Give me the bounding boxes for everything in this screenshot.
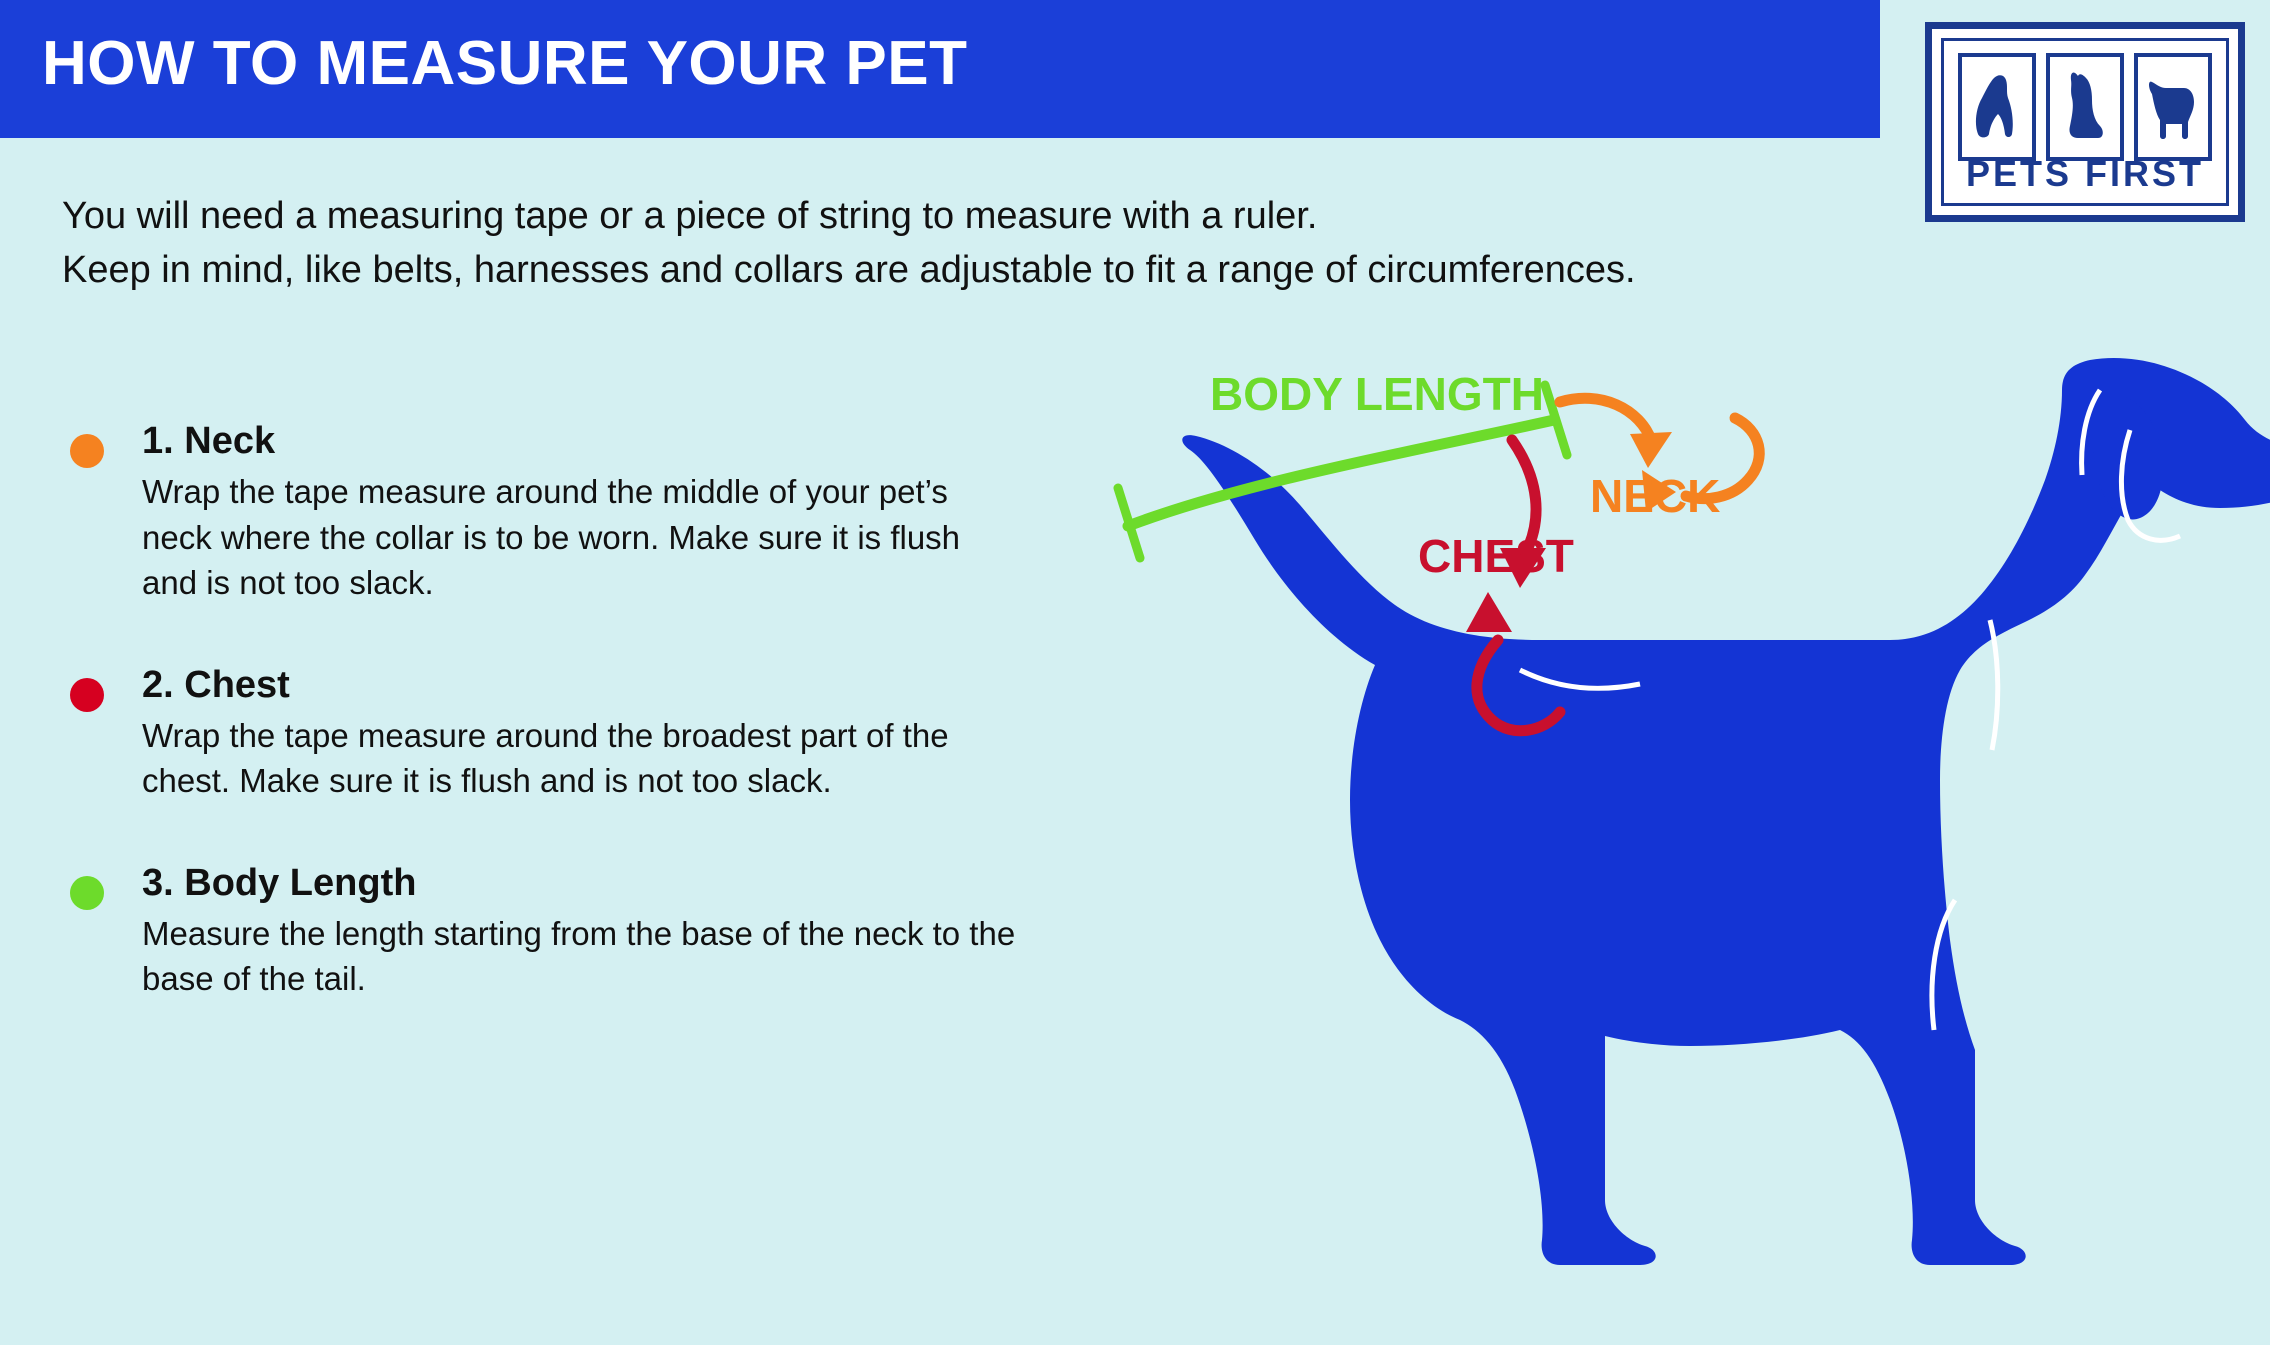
step-neck-title: 1. Neck — [142, 420, 276, 462]
page-title: HOW TO MEASURE YOUR PET — [42, 29, 968, 98]
header-bar — [0, 0, 1880, 138]
dog-sitting-icon — [2046, 53, 2124, 161]
step-body-length-description: Measure the length starting from the base of the neck to the base of the tail. — [142, 914, 1016, 998]
steps-list — [62, 420, 1062, 1060]
bullet-chest-icon — [70, 678, 104, 712]
bullet-neck-icon — [70, 434, 104, 468]
intro-line-1: You will need a measuring tape or a piece of string to measure with a ruler. — [62, 195, 1318, 237]
bullet-body-length-icon — [70, 876, 104, 910]
step-chest-title: 2. Chest — [142, 663, 290, 706]
step-body-length — [62, 862, 1062, 1002]
step-chest-description: Wrap the tape measure around the broadest part of the chest. Make sure it is flush and is not too slack. — [142, 716, 949, 800]
chest-arrow-head-bottom-icon — [1466, 592, 1512, 632]
step-chest — [62, 664, 1062, 804]
brand-logo — [1925, 22, 2245, 222]
intro-line-2: Keep in mind, like belts, harnesses and collars are adjustable to fit a range of circumferences. — [62, 248, 1636, 291]
neck-label: NECK — [1590, 470, 1721, 522]
step-neck — [62, 420, 1062, 606]
body-length-label: BODY LENGTH — [1210, 368, 1544, 420]
step-body-length-title: 3. Body Length — [142, 861, 417, 904]
logo-inner-border — [1941, 38, 2229, 206]
dog-measurement-diagram — [1000, 340, 2270, 1345]
step-neck-description: Wrap the tape measure around the middle of your pet’s neck where the collar is to be worn. Make sure it is flush and is not too slack. — [142, 473, 961, 602]
dog-lying-icon — [1958, 53, 2036, 161]
dog-standing-icon — [2134, 53, 2212, 161]
chest-label: CHEST — [1418, 530, 1574, 582]
intro-text — [62, 190, 1782, 298]
neck-arrow-head-left-icon — [1630, 432, 1672, 468]
logo-wordmark: PETS FIRST — [1965, 153, 2205, 194]
